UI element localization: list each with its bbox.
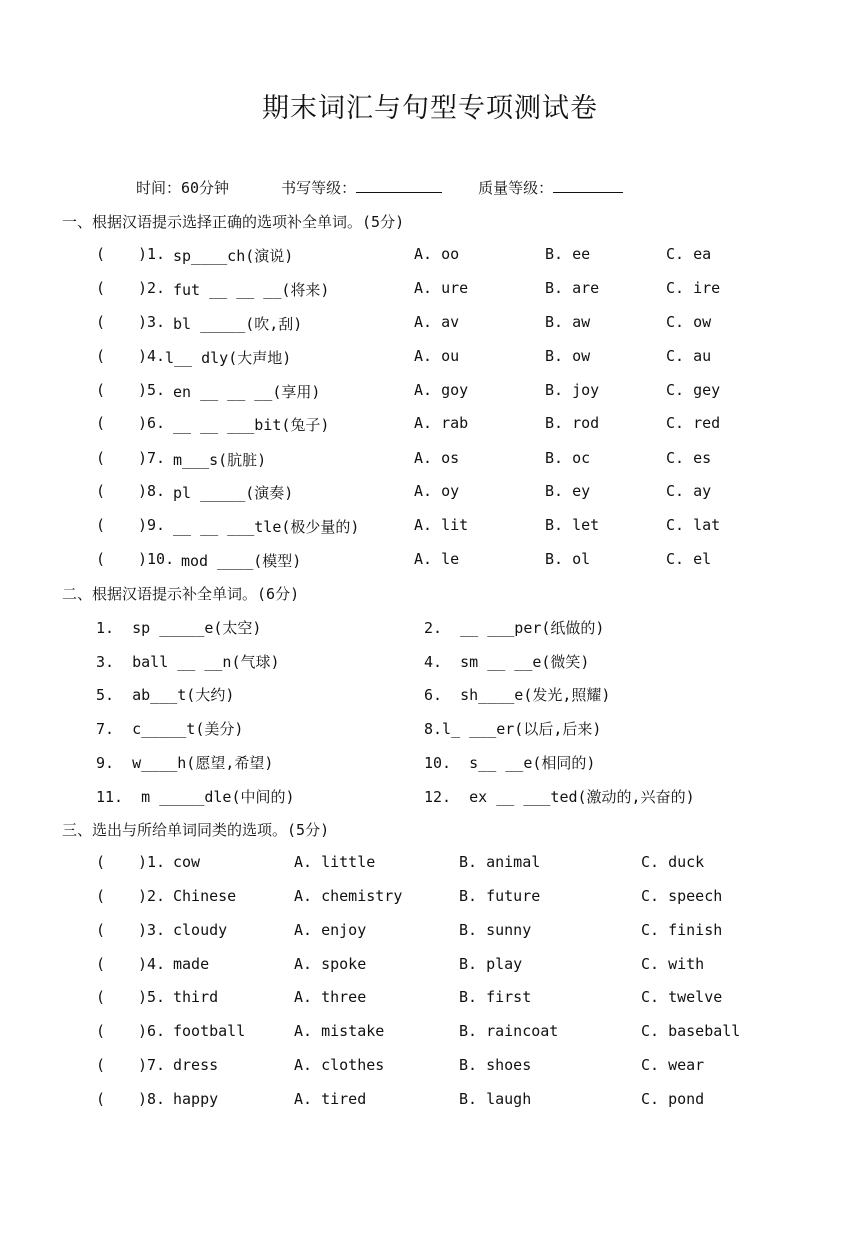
writing-grade-blank[interactable]	[356, 176, 442, 193]
option-a: A. little	[294, 853, 376, 871]
given-word: football	[173, 1022, 246, 1040]
fill-item-left: 5. ab___t(大约)	[96, 686, 235, 704]
given-word: happy	[173, 1090, 219, 1108]
option-b: B. ow	[545, 347, 591, 365]
option-b: B. future	[459, 887, 541, 905]
item-stem: __ __ ___bit(兔子)	[173, 416, 330, 434]
given-word: cloudy	[173, 921, 228, 939]
list-item	[0, 279, 860, 301]
given-word: dress	[173, 1056, 219, 1074]
section3-heading: 三、选出与所给单词同类的选项。(5分)	[62, 821, 330, 839]
answer-paren[interactable]: (	[96, 1090, 106, 1108]
list-item	[0, 988, 860, 1010]
option-a: A. oo	[414, 245, 460, 263]
list-item	[0, 651, 860, 673]
option-b: B. oc	[545, 449, 591, 467]
option-a: A. clothes	[294, 1056, 385, 1074]
item-number: )6.	[138, 414, 166, 432]
item-number: )3.	[138, 313, 166, 331]
given-word: made	[173, 955, 210, 973]
page-title: 期末词汇与句型专项测试卷	[262, 93, 598, 124]
answer-paren[interactable]: (	[96, 516, 106, 534]
answer-paren[interactable]: (	[96, 347, 106, 365]
given-word: Chinese	[173, 887, 237, 905]
option-b: B. joy	[545, 381, 600, 399]
answer-paren[interactable]: (	[96, 955, 106, 973]
option-a: A. tired	[294, 1090, 367, 1108]
option-c: C. pond	[641, 1090, 705, 1108]
item-number: )7.	[138, 449, 166, 467]
section2-heading: 二、根据汉语提示补全单词。(6分)	[62, 585, 300, 603]
option-b: B. animal	[459, 853, 541, 871]
option-c: C. ea	[666, 245, 712, 263]
quality-grade	[478, 176, 623, 198]
fill-item-right: 8.l_ ___er(以后,后来)	[424, 720, 602, 738]
item-number: )4.	[138, 955, 166, 973]
item-stem: fut __ __ __(将来)	[173, 281, 330, 299]
list-item	[0, 550, 860, 572]
list-item	[0, 414, 860, 436]
list-item	[0, 921, 860, 943]
item-stem: en __ __ __(享用)	[173, 383, 321, 401]
option-c: C. red	[666, 414, 721, 432]
given-word: cow	[173, 853, 201, 871]
item-number: )2.	[138, 887, 166, 905]
list-item	[0, 381, 860, 403]
option-c: C. twelve	[641, 988, 723, 1006]
list-item	[0, 786, 860, 808]
writing-grade-label: 书写等级：	[281, 179, 357, 197]
option-b: B. first	[459, 988, 532, 1006]
item-number: )5.	[138, 988, 166, 1006]
item-stem: pl _____(演奏)	[173, 484, 294, 502]
section1-heading: 一、根据汉语提示选择正确的选项补全单词。(5分)	[62, 213, 405, 231]
list-item	[0, 1056, 860, 1078]
option-a: A. ure	[414, 279, 469, 297]
fill-item-right: 4. sm __ __e(微笑)	[424, 653, 590, 671]
option-c: C. baseball	[641, 1022, 741, 1040]
list-item	[0, 684, 860, 706]
given-word: third	[173, 988, 219, 1006]
item-number: )1.	[138, 853, 166, 871]
option-a: A. lit	[414, 516, 469, 534]
list-item	[0, 347, 860, 369]
fill-item-left: 9. w____h(愿望,希望)	[96, 754, 274, 772]
list-item	[0, 887, 860, 909]
answer-paren[interactable]: (	[96, 988, 106, 1006]
answer-paren[interactable]: (	[96, 853, 106, 871]
option-b: B. shoes	[459, 1056, 532, 1074]
answer-paren[interactable]: (	[96, 921, 106, 939]
exam-meta	[136, 176, 623, 198]
option-a: A. enjoy	[294, 921, 367, 939]
option-c: C. el	[666, 550, 712, 568]
item-number: )2.	[138, 279, 166, 297]
option-c: C. duck	[641, 853, 705, 871]
list-item	[0, 955, 860, 977]
item-stem: m___s(肮脏)	[173, 451, 267, 469]
option-a: A. rab	[414, 414, 469, 432]
option-c: C. ow	[666, 313, 712, 331]
option-c: C. gey	[666, 381, 721, 399]
option-c: C. speech	[641, 887, 723, 905]
answer-paren[interactable]: (	[96, 1022, 106, 1040]
fill-item-left: 1. sp _____e(太空)	[96, 619, 262, 637]
answer-paren[interactable]: (	[96, 245, 106, 263]
option-c: C. with	[641, 955, 705, 973]
item-number: )6.	[138, 1022, 166, 1040]
list-item	[0, 718, 860, 740]
answer-paren[interactable]: (	[96, 887, 106, 905]
item-number: )8.	[138, 1090, 166, 1108]
fill-item-left: 11. m _____dle(中间的)	[96, 788, 295, 806]
option-b: B. are	[545, 279, 600, 297]
option-a: A. le	[414, 550, 460, 568]
answer-paren[interactable]: (	[96, 482, 106, 500]
option-b: B. ee	[545, 245, 591, 263]
answer-paren[interactable]: (	[96, 550, 106, 568]
item-stem: bl _____(吹,刮)	[173, 315, 303, 333]
option-c: C. ire	[666, 279, 721, 297]
option-b: B. laugh	[459, 1090, 532, 1108]
list-item	[0, 752, 860, 774]
quality-grade-label: 质量等级：	[478, 179, 554, 197]
item-number: )10.	[138, 550, 175, 568]
answer-paren[interactable]: (	[96, 1056, 106, 1074]
list-item	[0, 516, 860, 538]
option-c: C. lat	[666, 516, 721, 534]
item-number: )5.	[138, 381, 166, 399]
option-a: A. av	[414, 313, 460, 331]
fill-item-right: 10. s__ __e(相同的)	[424, 754, 596, 772]
option-a: A. chemistry	[294, 887, 403, 905]
answer-paren[interactable]: (	[96, 414, 106, 432]
item-stem: l__ dly(大声地)	[165, 349, 292, 367]
fill-item-right: 12. ex __ ___ted(激动的,兴奋的)	[424, 788, 695, 806]
list-item	[0, 853, 860, 875]
answer-paren[interactable]: (	[96, 381, 106, 399]
item-number: )4.	[138, 347, 166, 365]
item-number: )3.	[138, 921, 166, 939]
list-item	[0, 617, 860, 639]
quality-grade-blank[interactable]	[553, 176, 623, 193]
option-b: B. ey	[545, 482, 591, 500]
option-b: B. raincoat	[459, 1022, 559, 1040]
option-c: C. ay	[666, 482, 712, 500]
writing-grade	[281, 176, 442, 198]
item-number: )9.	[138, 516, 166, 534]
option-b: B. aw	[545, 313, 591, 331]
list-item	[0, 1090, 860, 1112]
option-c: C. wear	[641, 1056, 705, 1074]
list-item	[0, 313, 860, 335]
option-a: A. goy	[414, 381, 469, 399]
option-a: A. oy	[414, 482, 460, 500]
option-b: B. sunny	[459, 921, 532, 939]
list-item	[0, 1022, 860, 1044]
list-item	[0, 245, 860, 267]
fill-item-left: 7. c_____t(美分)	[96, 720, 244, 738]
option-b: B. rod	[545, 414, 600, 432]
item-number: )1.	[138, 245, 166, 263]
option-c: C. finish	[641, 921, 723, 939]
option-b: B. ol	[545, 550, 591, 568]
item-stem: sp____ch(演说)	[173, 247, 294, 265]
answer-paren[interactable]: (	[96, 449, 106, 467]
option-c: C. au	[666, 347, 712, 365]
item-number: )8.	[138, 482, 166, 500]
answer-paren[interactable]: (	[96, 313, 106, 331]
item-stem: mod ____(模型)	[181, 552, 302, 570]
item-stem: __ __ ___tle(极少量的)	[173, 518, 360, 536]
option-a: A. spoke	[294, 955, 367, 973]
list-item	[0, 449, 860, 471]
time-label: 时间：60分钟	[136, 179, 230, 197]
option-b: B. let	[545, 516, 600, 534]
fill-item-right: 2. __ ___per(纸做的)	[424, 619, 605, 637]
item-number: )7.	[138, 1056, 166, 1074]
fill-item-right: 6. sh____e(发光,照耀)	[424, 686, 611, 704]
answer-paren[interactable]: (	[96, 279, 106, 297]
list-item	[0, 482, 860, 504]
option-a: A. os	[414, 449, 460, 467]
option-b: B. play	[459, 955, 523, 973]
option-a: A. ou	[414, 347, 460, 365]
option-a: A. mistake	[294, 1022, 385, 1040]
option-c: C. es	[666, 449, 712, 467]
option-a: A. three	[294, 988, 367, 1006]
fill-item-left: 3. ball __ __n(气球)	[96, 653, 280, 671]
